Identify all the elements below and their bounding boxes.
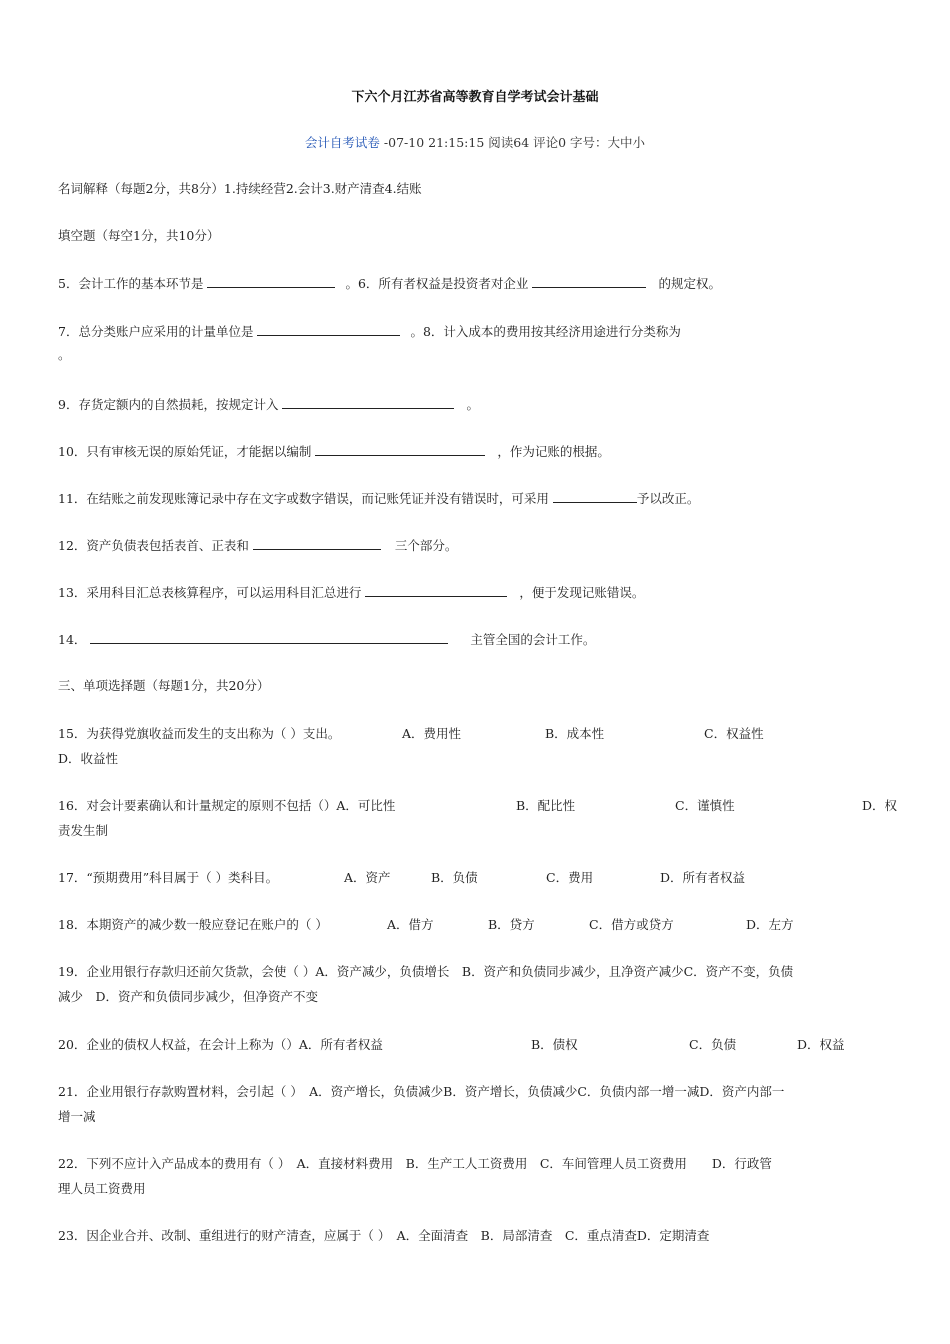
question-13 xyxy=(58,583,644,602)
q15-option-b: B．成本性 xyxy=(545,726,605,741)
q6-text: 。6．所有者权益是投资者对企业 xyxy=(345,276,529,291)
q9-text: 9．存货定额内的自然损耗，按规定计入 xyxy=(58,397,279,412)
section-single-choice: 三、单项选择题（每题1分，共20分） xyxy=(58,678,270,693)
q18-option-d: D．左方 xyxy=(746,917,794,932)
q20-option-b: B．债权 xyxy=(531,1037,578,1052)
question-7-8 xyxy=(58,322,681,341)
q18-option-b: B．贷方 xyxy=(488,917,535,932)
q7-text: 7．总分类账户应采用的计量单位是 xyxy=(58,324,254,339)
question-15 xyxy=(58,725,340,743)
q9-text-end: 。 xyxy=(466,397,479,412)
q22-line2: 理人员工资费用 xyxy=(58,1181,146,1196)
q22-line1: 22．下列不应计入产品成本的费用有（ ） A．直接材料费用 B．生产工人工资费用 C．车间管理人员工资费用 D．行政管 xyxy=(58,1156,772,1171)
question-5-6 xyxy=(58,274,721,293)
q23-line: 23．因企业合并、改制、重组进行的财产清查，应属于（ ） A．全面清查 B．局部清查 C．重点清查D．定期清查 xyxy=(58,1228,710,1243)
q18-stem: 18．本期资产的减少数一般应登记在账户的（ ） xyxy=(58,917,328,932)
q16-option-d: D．权 xyxy=(862,798,898,813)
question-14 xyxy=(58,630,595,649)
article-meta xyxy=(0,133,950,151)
q16-option-c: C．谨慎性 xyxy=(675,798,735,813)
q20-option-c: C．负债 xyxy=(689,1037,737,1052)
q14-text: 14． xyxy=(58,632,87,647)
q17-option-d: D．所有者权益 xyxy=(660,870,746,885)
q17-option-b: B．负债 xyxy=(431,870,478,885)
q11-text-end: 予以改正。 xyxy=(636,491,700,506)
q10-text: 10．只有审核无误的原始凭证，才能据以编制 xyxy=(58,444,312,459)
article-info: -07-10 21:15:15 阅读64 评论0 字号：大中小 xyxy=(379,135,646,150)
q16-option-b: B．配比性 xyxy=(516,798,576,813)
q16-option-d-cont: 责发生制 xyxy=(58,823,109,838)
q17-option-a: A．资产 xyxy=(344,870,391,885)
q19-line2: 减少 D．资产和负债同步减少，但净资产不变 xyxy=(58,989,319,1004)
q21-line1: 21．企业用银行存款购置材料，会引起（ ） A．资产增长，负债减少B．资产增长，负债减少C．负债内部一增一减D．资产内部一 xyxy=(58,1084,785,1099)
q14-text-end: 主管全国的会计工作。 xyxy=(470,632,596,647)
q17-stem: 17．“预期费用”科目属于（ ）类科目。 xyxy=(58,870,279,885)
q16-stem: 16．对会计要素确认和计量规定的原则不包括（）A．可比性 xyxy=(58,798,396,813)
q11-blank xyxy=(553,489,637,503)
q10-text-end: ，作为记账的根据。 xyxy=(497,444,610,459)
q15-option-a: A．费用性 xyxy=(402,726,462,741)
q13-blank xyxy=(365,583,507,597)
q10-blank xyxy=(315,442,485,456)
q8-text: 。8．计入成本的费用按其经济用途进行分类称为 xyxy=(410,324,681,339)
page-title: 下六个月江苏省高等教育自学考试会计基础 xyxy=(351,90,599,105)
q11-text: 11．在结账之前发现账簿记录中存在文字或数字错误，而记账凭证并没有错误时，可采用 xyxy=(58,491,549,506)
q5-blank xyxy=(207,274,335,288)
q14-blank xyxy=(90,630,448,644)
q12-blank xyxy=(253,536,381,550)
q6-text-end: 的规定权。 xyxy=(658,276,721,291)
q13-text-end: ，便于发现记账错误。 xyxy=(519,585,645,600)
question-11 xyxy=(58,489,699,508)
q20-option-d: D．权益 xyxy=(797,1037,845,1052)
q9-blank xyxy=(282,395,454,409)
q15-option-d: D．收益性 xyxy=(58,751,119,766)
q15-option-c: C．权益性 xyxy=(704,726,764,741)
q19-line1: 19．企业用银行存款归还前欠货款，会使（ ）A．资产减少，负债增长 B．资产和负债同步减少，且净资产减少C．资产不变，负债 xyxy=(58,964,794,979)
q7-blank xyxy=(257,322,400,336)
q18-option-c: C．借方或贷方 xyxy=(589,917,674,932)
section-fill-in: 填空题（每空1分，共10分） xyxy=(58,228,220,243)
q5-text: 5．会计工作的基本环节是 xyxy=(58,276,204,291)
section-definitions: 名词解释（每题2分，共8分）1.持续经营2.会计3.财产清查4.结账 xyxy=(58,181,422,196)
question-9 xyxy=(58,395,479,414)
q12-text: 12．资产负债表包括表首、正表和 xyxy=(58,538,249,553)
q12-text-end: 三个部分。 xyxy=(394,538,458,553)
question-10 xyxy=(58,442,610,461)
q17-option-c: C．费用 xyxy=(546,870,594,885)
category-link[interactable]: 会计自考试卷 xyxy=(304,135,380,150)
q18-option-a: A．借方 xyxy=(387,917,434,932)
q6-blank xyxy=(532,274,646,288)
q8-end: 。 xyxy=(58,347,71,362)
q21-line2: 增一减 xyxy=(58,1109,96,1124)
q20-stem: 20．企业的债权人权益，在会计上称为（）A．所有者权益 xyxy=(58,1037,383,1052)
question-12 xyxy=(58,536,457,555)
q13-text: 13．采用科目汇总表核算程序，可以运用科目汇总进行 xyxy=(58,585,362,600)
q15-stem: 15．为获得党旗收益而发生的支出称为（ ）支出。 xyxy=(58,726,341,741)
